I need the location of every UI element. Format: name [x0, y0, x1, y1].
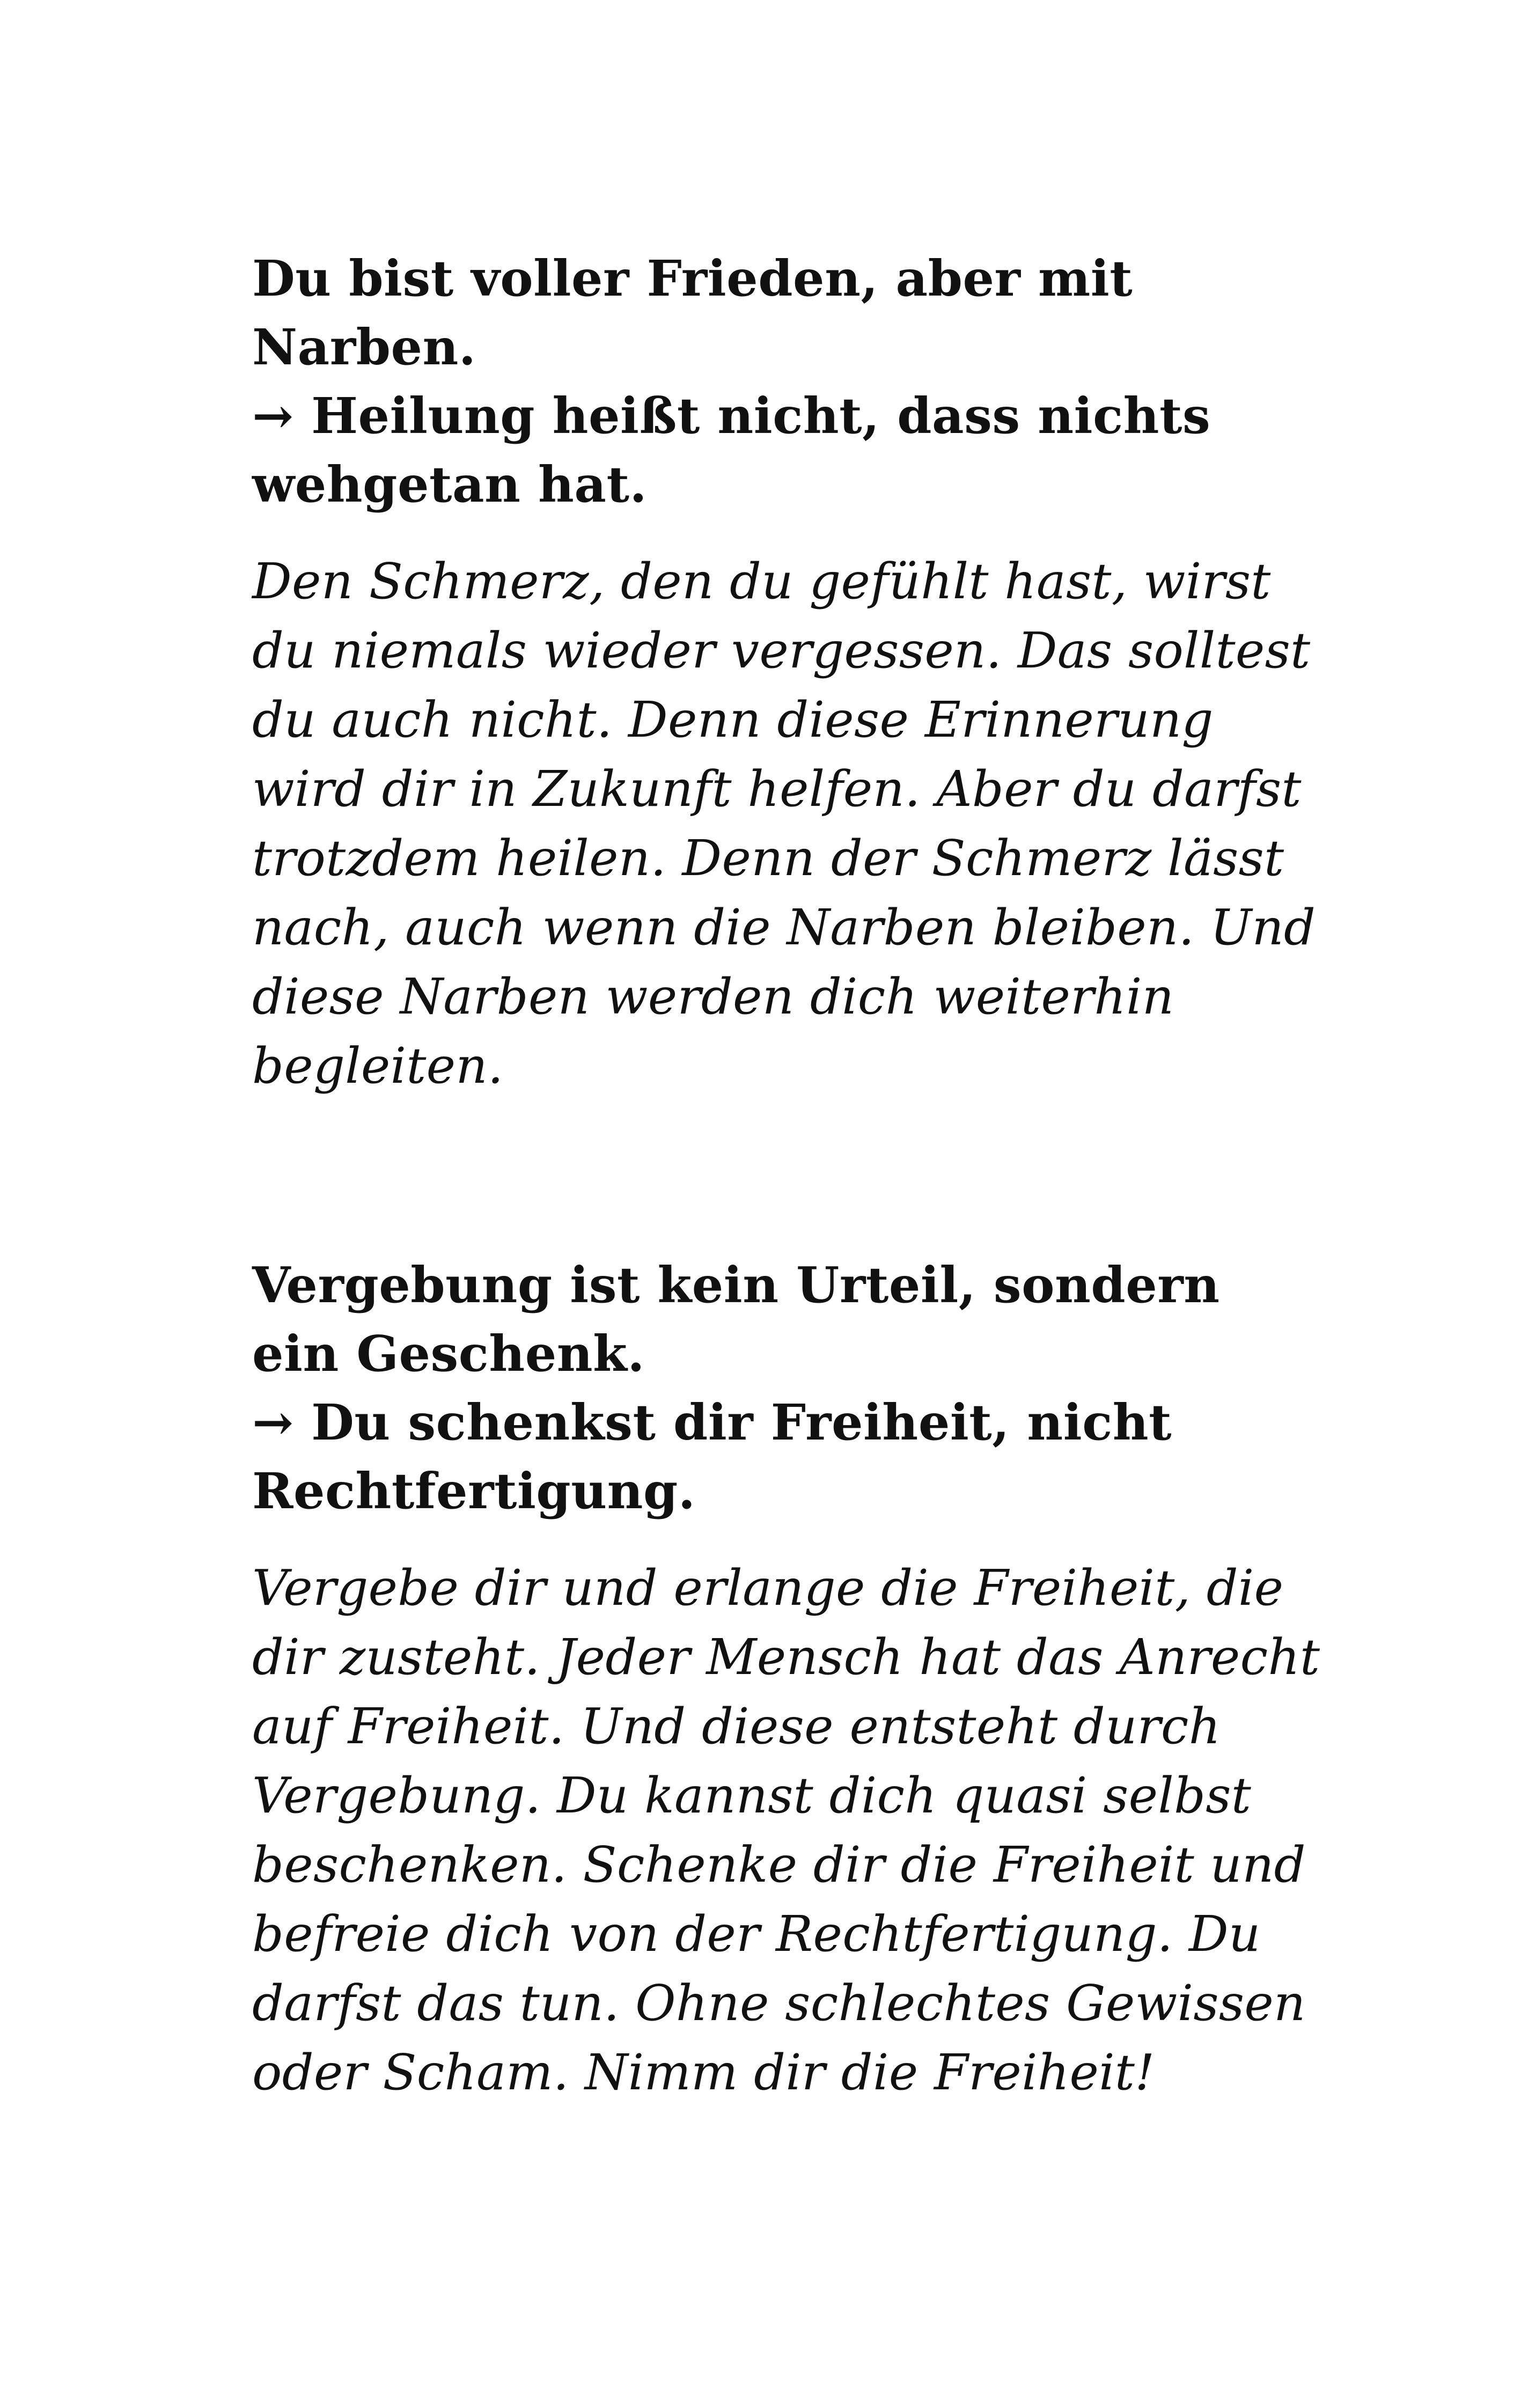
body-line: nach, auch wenn die Narben bleiben. Und [252, 899, 1316, 956]
body-line: trotzdem heilen. Denn der Schmerz lässt [252, 829, 1284, 887]
section-healing [252, 244, 1316, 1100]
section-body [252, 547, 1316, 1100]
heading-line: → Heilung heißt nicht, dass nichts [252, 387, 1211, 445]
heading-line: ein Geschenk. [252, 1325, 645, 1383]
body-line: wird dir in Zukunft helfen. Aber du darfst [252, 760, 1302, 818]
document-page [252, 244, 1320, 2107]
body-line: darfst das tun. Ohne schlechtes Gewissen [252, 1974, 1306, 2032]
heading-line: Rechtfertigung. [252, 1462, 696, 1520]
body-line: befreie dich von der Rechtfertigung. Du [252, 1905, 1261, 1963]
section-body [252, 1553, 1320, 2107]
body-line: Den Schmerz, den du gefühlt hast, wirst [252, 553, 1271, 610]
heading-line: Du bist voller Frieden, aber mit [252, 249, 1133, 307]
body-line: du niemals wieder vergessen. Das solltest [252, 622, 1311, 679]
body-line: beschenken. Schenke dir die Freiheit und [252, 1836, 1306, 1893]
heading-line: Vergebung ist kein Urteil, sondern [252, 1256, 1220, 1314]
body-line: auf Freiheit. Und diese entsteht durch [252, 1698, 1221, 1755]
body-line: du auch nicht. Denn diese Erinnerung [252, 691, 1214, 748]
heading-line: Narben. [252, 318, 476, 376]
heading-line: wehgetan hat. [252, 456, 648, 513]
section-heading [252, 1251, 1272, 1525]
body-line: Vergebe dir und erlange die Freiheit, die [252, 1559, 1284, 1617]
body-line: begleiten. [252, 1037, 504, 1095]
body-line: oder Scham. Nimm dir die Freiheit! [252, 2044, 1155, 2101]
section-heading [252, 244, 1272, 519]
section-forgiveness [252, 1251, 1320, 2107]
body-line: diese Narben werden dich weiterhin [252, 968, 1174, 1025]
body-line: dir zusteht. Jeder Mensch hat das Anrecht [252, 1628, 1320, 1686]
heading-line: → Du schenkst dir Freiheit, nicht [252, 1393, 1172, 1451]
body-line: Vergebung. Du kannst dich quasi selbst [252, 1767, 1252, 1824]
